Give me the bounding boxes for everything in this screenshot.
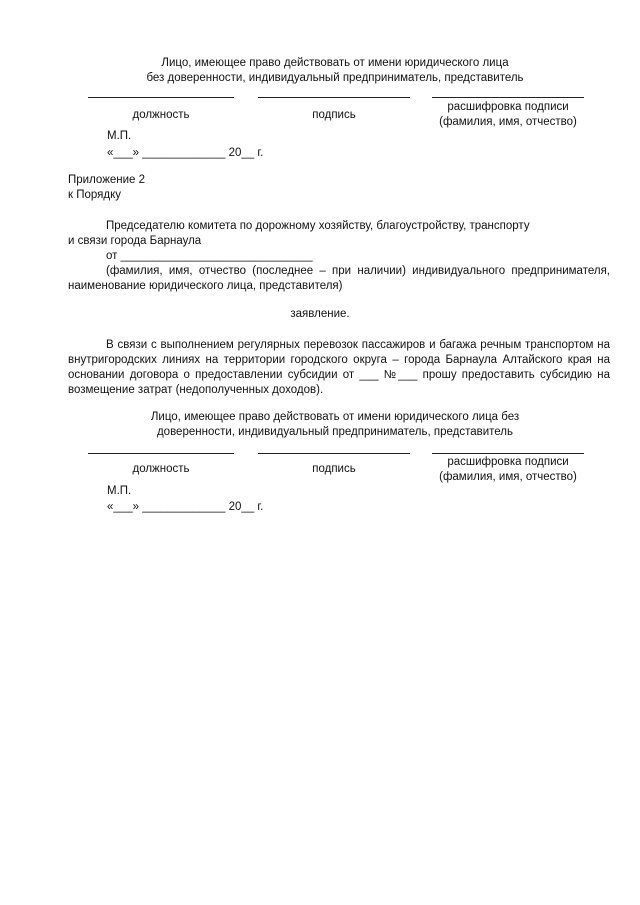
decoding-signature-line <box>432 97 584 98</box>
date-blank-year-2: __ <box>241 501 255 513</box>
body-paragraph <box>68 338 610 398</box>
date-close-quote: » <box>132 147 139 159</box>
decoding-signature-line-2 <box>432 453 584 454</box>
document-title: заявление. <box>290 308 350 320</box>
signatory-header-line-1: Лицо, имеющее право действовать от имени юридического лица <box>161 57 509 69</box>
addressee-from-line <box>106 249 313 264</box>
position-signature-line <box>88 97 234 98</box>
date-blank-day: ___ <box>113 147 133 159</box>
label-position-2: должность <box>132 463 190 475</box>
stamp-label: М.П. <box>107 130 132 142</box>
date-line <box>107 146 263 161</box>
from-blank: ______________________________ <box>120 250 313 262</box>
label-decoding-line-1: расшифровка подписи <box>447 101 569 113</box>
addressee-from-hint: (фамилия, имя, отчество (последнее – при наличии) индивидуального предпринимателя, наименование юридического лица, представителя) <box>68 265 610 292</box>
label-signature: подпись <box>312 109 356 121</box>
number-sign: № <box>378 369 399 381</box>
signature-line-2 <box>258 453 410 454</box>
signatory-header-2-line-1: Лицо, имеющее право действовать от имени юридического лица без <box>150 411 520 423</box>
date-year-2: 20 <box>228 501 242 513</box>
addressee-line-2: и связи города Барнаула <box>68 235 202 247</box>
from-prefix: от <box>106 250 118 262</box>
signatory-header-line-2: без доверенности, индивидуальный предприниматель, представитель <box>146 72 524 84</box>
label-position: должность <box>132 109 190 121</box>
date-close-quote-2: » <box>132 501 139 513</box>
stamp-label-2: М.П. <box>107 485 132 497</box>
signatory-header-2-line-2: доверенности, индивидуальный предприниматель, представитель <box>156 426 514 438</box>
date-blank-month: _____________ <box>142 147 226 159</box>
appendix-line-2: к Порядку <box>68 189 122 201</box>
label-decoding-line-2: (фамилия, имя, отчество) <box>439 116 577 128</box>
date-year: 20 <box>228 147 242 159</box>
signature-line <box>258 97 410 98</box>
appendix-line-1: Приложение 2 <box>68 174 146 186</box>
date-suffix-2: г. <box>257 501 264 513</box>
body-text-part-1: В связи с выполнением регулярных перевозок пассажиров и багажа речным транспортом на внутригородских линиях на территории городского округа – города Барнаула Алтайского края на основании договора о предоставлении субсидии от <box>68 339 610 381</box>
position-signature-line-2 <box>88 453 234 454</box>
label-decoding-2-line-1: расшифровка подписи <box>447 456 569 468</box>
date-suffix: г. <box>257 147 264 159</box>
date-blank-year: __ <box>241 147 255 159</box>
blank-contract-date: ___ <box>359 369 379 381</box>
label-signature-2: подпись <box>312 463 356 475</box>
addressee-line-1: Председателю комитета по дорожному хозяйству, благоустройству, транспорту <box>106 220 530 232</box>
date-open-quote: « <box>107 147 114 159</box>
label-decoding-2-line-2: (фамилия, имя, отчество) <box>439 471 577 483</box>
date-blank-month-2: _____________ <box>142 501 226 513</box>
blank-contract-number: ___ <box>398 369 418 381</box>
date-line-2 <box>107 500 263 515</box>
date-blank-day-2: ___ <box>113 501 133 513</box>
date-open-quote-2: « <box>107 501 114 513</box>
body-text-part-2: прошу предоставить субсидию на возмещение затрат (недополученных доходов). <box>68 369 610 396</box>
